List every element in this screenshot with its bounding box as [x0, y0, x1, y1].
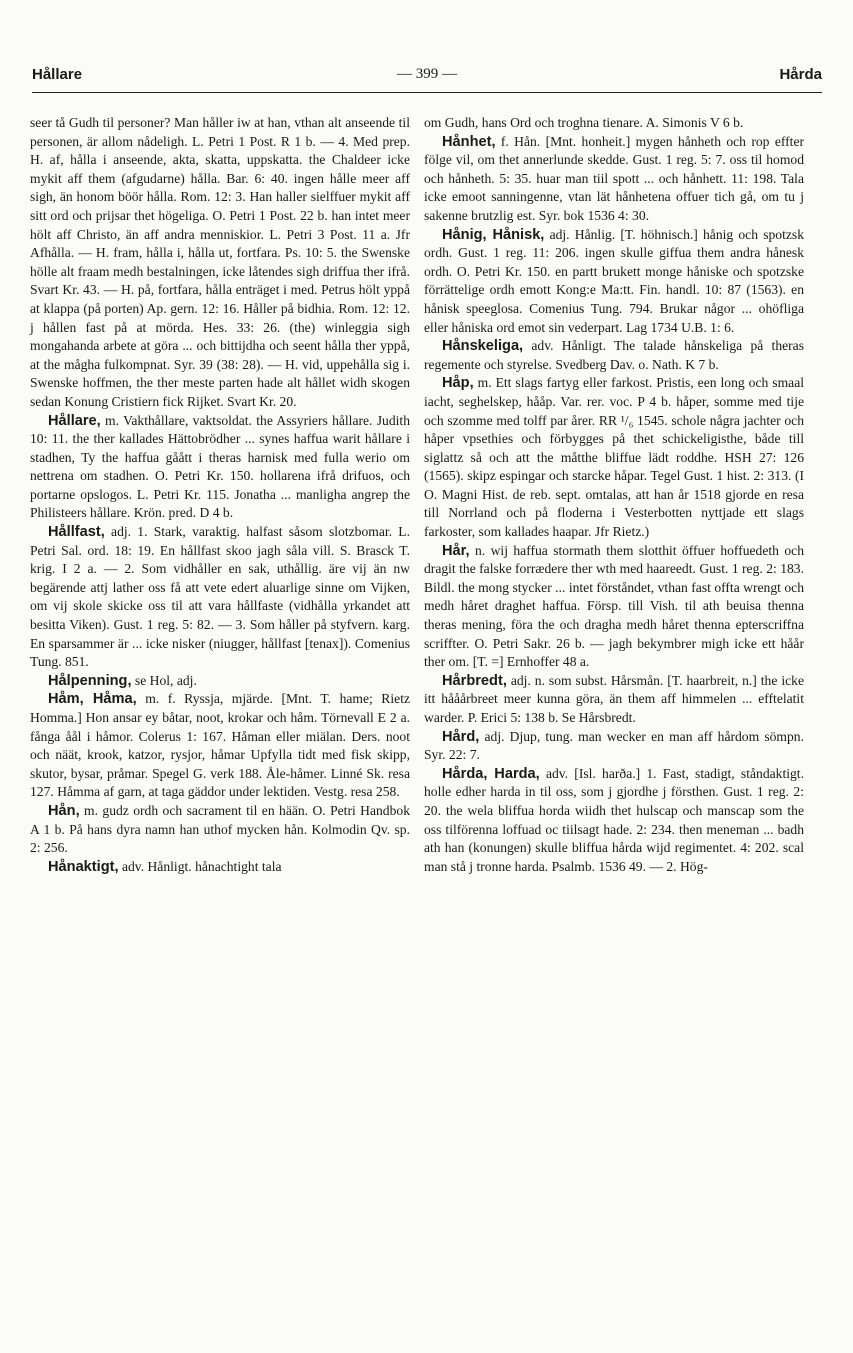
headword: Hånaktigt, [48, 858, 119, 875]
right-column [424, 114, 804, 876]
dictionary-entry: Hånig, Hånisk, adj. Hånlig. [T. höhnisch.] hånig och spotzsk ordh. Gust. 1 reg. 11: 206. ingen skulle giffua them andra hånesk ordh. O. Petri Kr. 150. en partt brukett monge håniske och spotzske förrättelige ordh emott Kong:e Ma:tt. Fin. handl. 10: 87 (1563). en hånisk speeglosa. Comenius Tung. 794. Brukar någor ... ohöfliga eller håniska ord emot sin vederpart. Lag 1734 U.B. 1: 6. [424, 226, 804, 335]
headword: Hård, [442, 728, 480, 745]
dictionary-entry: Hån, m. gudz ordh och sacrament til en hään. O. Petri Handbok A 1 b. På hans dyra namn han uthof mycken hån. Kolmodin Qv. sp. 2: 256. [30, 802, 410, 856]
headword: Håp, [442, 375, 474, 392]
headword: Hånig, Hånisk, [442, 226, 545, 243]
headword: Håm, Håma, [48, 691, 137, 708]
headword: Hållare, [48, 412, 101, 429]
headword: Hånskeliga, [442, 338, 524, 355]
headword: Hånhet, [442, 133, 496, 150]
dictionary-entry: Hånhet, f. Hån. [Mnt. honheit.] mygen hånheth och rop effter fölge vil, om thet annerlunde skedde. Gust. 1 reg. 5: 7. oss til homod och hånheth. 5: 35. huar man tiil spott ... och hånhett. 11: 198. Tala icke emoot sanningenne, vtan lät hånhetena offuer tich gå, om tu j sakenne brutzlig est. Syr. bok 1536 4: 30. [424, 133, 804, 223]
running-header [32, 66, 822, 88]
dictionary-entry: Hållfast, adj. 1. Stark, varaktig. halfast såsom slotzbomar. L. Petri Sal. ord. 18: 19. En hållfast skoo jagh såla vill. S. Brasck T. krig. I 2 a. — 2. Som vidhåller en sak, uthållig. äre vij än nw begärende attj lather oss få att vete edert aluarlige sinne om Vijken, om vij skole skicke oss til att vara hållfaste (vidhålla yrkandet att besitta Viken). Gust. 1 reg. 5: 82. — 3. Som håller på styfvern. karg. En sparsammer är ... icke nisker (niugger, hållfast [tenax]). Comenius Tung. 851. [30, 524, 410, 670]
dictionary-entry: Hårbredt, adj. n. som subst. Hårsmån. [T. haarbreit, n.] the icke itt hååårbreet meer kunna göra, än them aff himmelen ... efftelatit warder. P. Erici 5: 138 b. Se Hårsbredt. [424, 672, 804, 725]
headword: Hån, [48, 802, 80, 819]
dictionary-entry: Hållare, m. Vakthållare, vaktsoldat. the Assyriers hållare. Judith 10: 11. the ther kallades Hättobrödher ... synes haffua warit hållare i stadhen, Ty the haffua gåått i theras harnisk med fulla werio om nettrena om stadhen. O. Petri Kr. 150. hollarena ifrå drifuos, och portarne opslogos. L. Petri Kr. 115. Jonatha ... manligha angrep the Philisteers hållare. Krön. pred. D 4 b. [30, 412, 410, 521]
dictionary-entry: seer tå Gudh til personer? Man håller iw at han, vthan alt anseende til personen, är allom nådeligh. L. Petri 1 Post. R 1 b. — 4. Med prep. H. af, hålla i anseende, akta, skatta, uppskatta. the Chaldeer icke mykit aff them (afgudarne) hålla. Bar. 6: 40. ingen hålle meer aff sigh, än honom böör hålla. Rom. 12: 3. Han haller sielffuer mykit aff sitt ord och prijsar thet högeliga. O. Petri 1 Post. 22 b. han intet meer hölt aff Christo, än aff andra menniskior. L. Petri 3 Post. 11 a. Jfr Afhålla. — H. fram, hålla i, hålla ut, fortfara. Ps. 10: 5. the Swenske hölle alt fraam medh bestalningen, icke låtendes sigh driffua ther ifrå. Svart Kr. 43. — H. på, fortfara, hålla enträget i med. Petrus hölt yppå at klappa (på porten) Ap. gern. 12: 16. Håller på bidhia. Rom. 12: 12. j hållen fast på at mörda. Hes. 33: 26. (the) winleggia sigh mongahanda arbete at göra ... och bittijdha och seent hålla ther yppå, at the mågha fulkompnat. Syr. 39 (38: 28). — H. vid, uppehålla sig i. Swenske hoffmen, the ther meste parten hade alt hållet widh skogen sedan Konung Cristiern fick Rijket. Svart Kr. 20. [30, 115, 410, 409]
header-left-word: Hållare [32, 66, 83, 83]
dictionary-entry: Hålpenning, se Hol, adj. [48, 672, 197, 689]
headword: Hållfast, [48, 524, 105, 541]
dictionary-entry: Hånaktigt, adv. Hånligt. hånachtight tala [48, 858, 282, 875]
headword: Hår, [442, 542, 470, 559]
dictionary-entry: Hård, adj. Djup, tung. man wecker en man aff hårdom sömpn. Syr. 22: 7. [424, 728, 804, 763]
header-rule [32, 92, 822, 93]
headword: Hårbredt, [442, 672, 507, 689]
dictionary-entry: om Gudh, hans Ord och troghna tienare. A. Simonis V 6 b. [424, 115, 744, 130]
dictionary-entry: Hårda, Harda, adv. [Isl. harða.] 1. Fast, stadigt, ståndaktigt. holle edher harda in til oss, som j gjordhe j försthen. Gust. 1 reg. 2: 20. the wela bliffua horda wiidh thet hulscap och manscap som the oss tilförenna loffuad oc tiilsagt hade. 2: 234. then meneman ... badh ath han (konungen) skulle bliffua hårda wijd regimentet. 4: 202. scal man stå j tronne harda. Psalmb. 1536 49. — 2. Hög- [424, 765, 804, 874]
headword: Hålpenning, [48, 672, 132, 689]
dictionary-entry: Håm, Håma, m. f. Ryssja, mjärde. [Mnt. T. hame; Rietz Homma.] Hon ansar ey båtar, noot, krokar och håm. Törnevall E 2 a. fånga åål i håmor. Colerus 1: 167. Håman eller miälan. Ders. noot och näät, krook, katzor, rysjor, håmar Upfylla tidt med fisk skipp, skutor, bysar, pråmar. Spegel G. verk 188. Åle-håmer. Linné Sk. resa 127. Håmma af garn, at taga gäddor under lektiden. Vestg. resa 258. [30, 691, 410, 800]
dictionary-entry: Hår, n. wij haffua stormath them slotthit öffuer hoffuedeth och dragit the falske forrædere ther wth med haareedt. Gust. 1 reg. 2: 183. Bildl. the mong stycker ... intet förståndet, vthan fast offta wrengt och medh håret draghet haffua. Försp. till Vish. til ath beuisa thenna theras mening, föra the och dragha medh håret thenna epterscriffna scriffter. O. Petri Sakr. 26 b. — jagh bekymbrer migh icke ett håår ther om. [T. =] Ernhoffer 48 a. [424, 542, 804, 670]
dictionary-entry: Håp, m. Ett slags fartyg eller farkost. Pristis, een long och smaal iacht, seghelskep, hååp. Var. rer. voc. P 4 b. håper, somme med tije och szomme med tolff par årer. RR ¹/₆ 1545. schole några jachter och håper vpsethies och förbygges på thet schickeligisthe, både till siglattz så och att the måtthe bliffue lädt roddhe. HSH 27: 126 (1565). skipz espingar och starcke håpar. Tegel Gust. 1 hist. 2: 313. (I O. Magni Hist. de reb. sept. omtalas, att han år 1518 gjorde en resa till Norrland och på floderna i Vesterbotten nyttjade ett slags farkoster, som kallades haapar. Jfr Rietz.) [424, 375, 805, 540]
header-right-word: Hårda [779, 66, 822, 83]
headword: Hårda, Harda, [442, 765, 540, 782]
page-number: — 399 — [397, 66, 457, 82]
left-column [30, 114, 410, 876]
dictionary-entry: Hånskeliga, adv. Hånligt. The talade hånskeliga på theras regemente och styrelse. Svedberg Dav. o. Nath. K 7 b. [424, 338, 804, 372]
